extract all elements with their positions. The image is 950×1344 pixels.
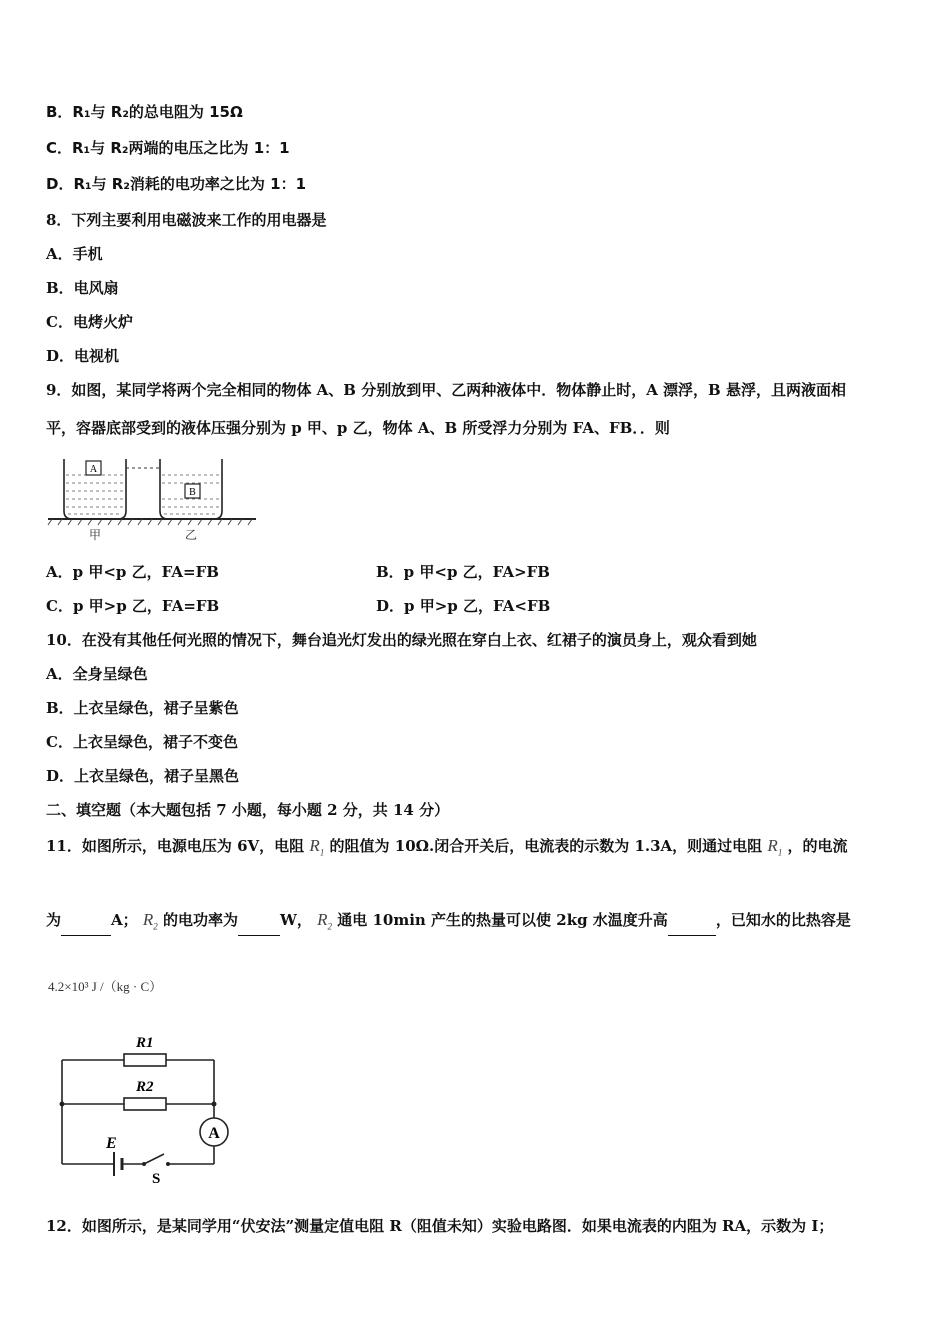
- q8-option-c: C．电烤火炉: [46, 313, 133, 331]
- q11-blank-temp[interactable]: [668, 921, 716, 936]
- q10-stem: 10．在没有其他任何光照的情况下，舞台追光灯发出的绿光照在穿白上衣、红裙子的演员身上，观众看到她: [46, 631, 757, 649]
- q11-line2: [46, 910, 851, 936]
- section-2-heading: 二、填空题（本大题包括 7 小题，每小题 2 分，共 14 分）: [46, 801, 450, 819]
- q11-r2-symbol: $R_2$: [142, 910, 158, 932]
- q11-text-wei: 为: [46, 911, 62, 929]
- q9-fig-label-yi: 乙: [184, 528, 198, 542]
- q9-option-c: C．p 甲>p 乙，FA=FB: [46, 597, 220, 615]
- q10-option-a: A．全身呈绿色: [46, 665, 148, 683]
- q9-option-d: D．p 甲>p 乙，FA<FB: [376, 597, 551, 615]
- q11-specific-heat-formula: 4.2×10³ J /（kg · C）: [48, 979, 163, 994]
- circuit-label-e: E: [106, 1135, 117, 1152]
- q11-blank-power[interactable]: [238, 921, 280, 936]
- q11-line1: [46, 836, 848, 862]
- q9-fig-label-a: A: [89, 464, 98, 475]
- q11-blank-current[interactable]: [61, 921, 111, 936]
- q9-stem-line2: 平，容器底部受到的液体压强分别为 p 甲、p 乙，物体 A、B 所受浮力分别为 FA、FB．．则: [46, 419, 670, 437]
- q10-option-c: C．上衣呈绿色，裙子不变色: [46, 733, 238, 751]
- q9-fig-label-jia: 甲: [88, 528, 102, 542]
- q10-option-d: D．上衣呈绿色，裙子呈黑色: [46, 767, 240, 785]
- q11-part3: ，的电流: [787, 837, 848, 855]
- q11-r1-symbol: $R_1$: [309, 836, 325, 858]
- q7-option-c: C．R₁与 R₂两端的电压之比为 1：1: [46, 139, 290, 157]
- q11-text-specific-heat: ，已知水的比热容是: [715, 911, 851, 929]
- circuit-label-s: S: [152, 1171, 161, 1187]
- circuit-label-r2: R2: [136, 1079, 154, 1095]
- q11-part2: 的阻值为 10Ω.闭合开关后，电流表的示数为 1.3A，则通过电阻: [329, 837, 763, 855]
- ammeter-label: A: [208, 1125, 220, 1142]
- q11-unit-a: A；: [111, 911, 138, 929]
- q9-option-a: A．p 甲<p 乙，FA=FB: [46, 563, 219, 581]
- q8-option-b: B．电风扇: [46, 279, 119, 297]
- q11-text-power: 的电功率为: [163, 911, 239, 929]
- q11-r2-symbol-2: $R_2$: [317, 910, 333, 932]
- q9-stem-line1: 9．如图，某同学将两个完全相同的物体 A、B 分别放到甲、乙两种液体中．物体静止时，A 漂浮，B 悬浮，且两液面相: [46, 381, 846, 399]
- q8-option-d: D．电视机: [46, 347, 120, 365]
- q7-option-b: B．R₁与 R₂的总电阻为 15Ω: [46, 103, 243, 121]
- q7-option-d: D．R₁与 R₂消耗的电功率之比为 1：1: [46, 175, 307, 193]
- circuit-label-r1: R1: [136, 1035, 154, 1051]
- q11-r1-symbol-2: $R_1$: [767, 836, 783, 858]
- q8-option-a: A．手机: [46, 245, 103, 263]
- q8-stem: 8．下列主要利用电磁波来工作的用电器是: [46, 211, 327, 229]
- q10-option-b: B．上衣呈绿色，裙子呈紫色: [46, 699, 239, 717]
- q11-circuit-diagram: [56, 1030, 246, 1190]
- q11-part1: 11．如图所示，电源电压为 6V，电阻: [46, 837, 305, 855]
- q9-container-figure: [46, 455, 261, 545]
- q9-fig-label-b: B: [189, 487, 196, 498]
- q9-option-b: B．p 甲<p 乙，FA>FB: [376, 563, 550, 581]
- q11-unit-w: W，: [280, 911, 312, 929]
- q12-stem: 12．如图所示，是某同学用“伏安法”测量定值电阻 R（阻值未知）实验电路图．如果电流表的内阻为 RA，示数为 I；: [46, 1217, 834, 1235]
- q11-text-heat: 通电 10min 产生的热量可以使 2kg 水温度升高: [337, 911, 668, 929]
